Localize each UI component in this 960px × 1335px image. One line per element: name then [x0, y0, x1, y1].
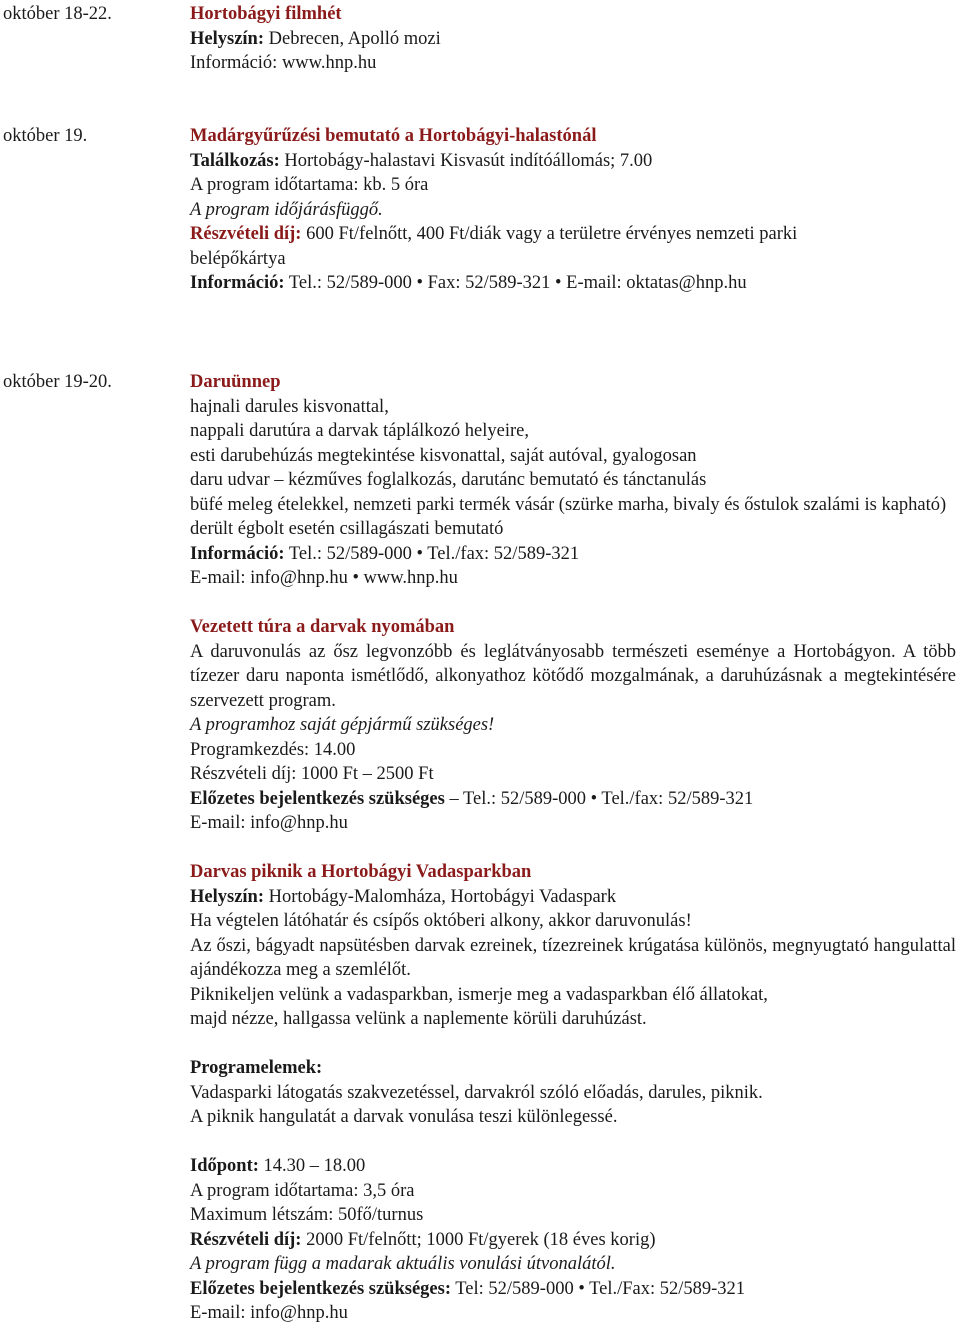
info-value: Tel.: 52/589-000 • Tel./fax: 52/589-321 [288, 543, 580, 564]
start-line: Programkezdés: 14.00 [190, 739, 356, 760]
info-label: Információ: [190, 543, 285, 564]
car-note: A programhoz saját gépjármű szükséges! [190, 715, 495, 735]
info-line [190, 542, 956, 567]
info-label: Információ: [190, 273, 285, 293]
meeting-value: Hortobágy-halastavi Kisvasút indítóállomás; 7.00 [284, 150, 653, 171]
program-elements-label: Programelemek: [190, 1058, 323, 1078]
weather-note: A program időjárásfüggő. [190, 199, 383, 220]
fee-value: 2000 Ft/felnőtt; 1000 Ft/gyerek (18 éves korig) [306, 1229, 656, 1250]
description: A daruvonulás az ősz legvonzóbb és leglátványosabb természeti eseménye a Hortobágyon. A több tízezer daru naponta ismétlődő, alkonyathoz kötődő mozgalmának, a daruhúzásnak a megtekintésére szervezett program. [190, 641, 956, 711]
program-item: büfé meleg ételekkel, nemzeti parki termék vásár (szürke marha, bivaly és őstulok szalámi is kapható) [190, 494, 947, 515]
email-line: E-mail: info@hnp.hu [190, 813, 348, 833]
program-element: Vadasparki látogatás szakvezetéssel, darvakról szóló előadás, darules, piknik. [190, 1082, 763, 1103]
info-value: Tel.: 52/589-000 • Fax: 52/589-321 • E-mail: oktatas@hnp.hu [288, 273, 747, 293]
event-date: október 18-22. [3, 4, 112, 24]
event-title: Hortobágyi filmhét [190, 4, 342, 24]
registration-line [190, 1277, 956, 1302]
info-line: Információ: www.hnp.hu [190, 53, 377, 73]
venue-value: Debrecen, Apolló mozi [268, 28, 441, 49]
duration-line: A program időtartama: kb. 5 óra [190, 175, 429, 195]
venue-line [190, 885, 956, 910]
registration-value: Tel: 52/589-000 • Tel./Fax: 52/589-321 [455, 1278, 746, 1299]
fee-line [190, 1228, 956, 1253]
event-madargyuruzes [190, 124, 956, 296]
event-title: Darvas piknik a Hortobágyi Vadasparkban [190, 862, 532, 882]
description: Ha végtelen látóhatár és csípős októberi alkony, akkor daruvonulás! [190, 911, 692, 931]
time-label: Időpont: [190, 1156, 259, 1176]
route-note: A program függ a madarak aktuális vonulási útvonalától. [190, 1254, 616, 1274]
event-filmhet [190, 2, 956, 76]
venue-line [190, 27, 956, 52]
duration-line: A program időtartama: 3,5 óra [190, 1180, 415, 1201]
meeting-line [190, 149, 956, 174]
registration-value: – Tel.: 52/589-000 • Tel./fax: 52/589-321 [449, 788, 754, 809]
venue-label: Helyszín: [190, 886, 264, 907]
venue-value: Hortobágy-Malomháza, Hortobágyi Vadaspark [268, 886, 617, 907]
program-item: nappali darutúra a darvak táplálkozó helyeire, [190, 421, 530, 441]
fee-line: Részvételi díj: 1000 Ft – 2500 Ft [190, 764, 434, 784]
event-title: Vezetett túra a darvak nyomában [190, 617, 455, 637]
info-line [190, 271, 956, 296]
program-item: esti darubehúzás megtekintése kisvonattal, saját autóval, gyalogosan [190, 445, 697, 466]
description: Az őszi, bágyadt napsütésben darvak ezreinek, tízezreinek krúgatása különös, megnyugtató hangulattal ajándékozza meg a szemlélőt. [190, 935, 956, 980]
time-value: 14.30 – 18.00 [263, 1156, 366, 1176]
fee-line [190, 222, 956, 247]
event-date: október 19. [3, 126, 88, 146]
event-title: Madárgyűrűzési bemutató a Hortobágyi-halastónál [190, 126, 597, 146]
meeting-label: Találkozás: [190, 150, 280, 171]
venue-label: Helyszín: [190, 28, 264, 49]
fee-value: 600 Ft/felnőtt, 400 Ft/diák vagy a területre érvényes nemzeti parki [306, 224, 798, 244]
program-item: daru udvar – kézműves foglalkozás, darutánc bemutató és tánctanulás [190, 470, 707, 490]
program-item: derült égbolt esetén csillagászati bemutató [190, 519, 504, 539]
description: Piknikeljen velünk a vadasparkban, ismerje meg a vadasparkban élő állatokat, [190, 984, 768, 1005]
fee-label: Részvételi díj: [190, 1229, 302, 1250]
registration-line [190, 787, 956, 812]
description: majd nézze, hallgassa velünk a naplemente körüli daruhúzást. [190, 1009, 647, 1029]
fee-line-cont: belépőkártya [190, 248, 286, 269]
email-line: E-mail: info@hnp.hu [190, 1303, 348, 1323]
event-title: Daruünnep [190, 372, 281, 392]
program-element: A piknik hangulatát a darvak vonulása teszi különlegessé. [190, 1107, 618, 1127]
email-line: E-mail: info@hnp.hu • www.hnp.hu [190, 568, 458, 588]
max-line: Maximum létszám: 50fő/turnus [190, 1205, 424, 1225]
time-line [190, 1154, 956, 1179]
event-date: október 19-20. [3, 372, 112, 392]
registration-label: Előzetes bejelentkezés szükséges: [190, 1278, 451, 1299]
registration-label: Előzetes bejelentkezés szükséges [190, 788, 445, 809]
fee-label: Részvételi díj: [190, 224, 302, 244]
program-item: hajnali darules kisvonattal, [190, 396, 389, 417]
event-daruunnep [190, 370, 956, 1326]
